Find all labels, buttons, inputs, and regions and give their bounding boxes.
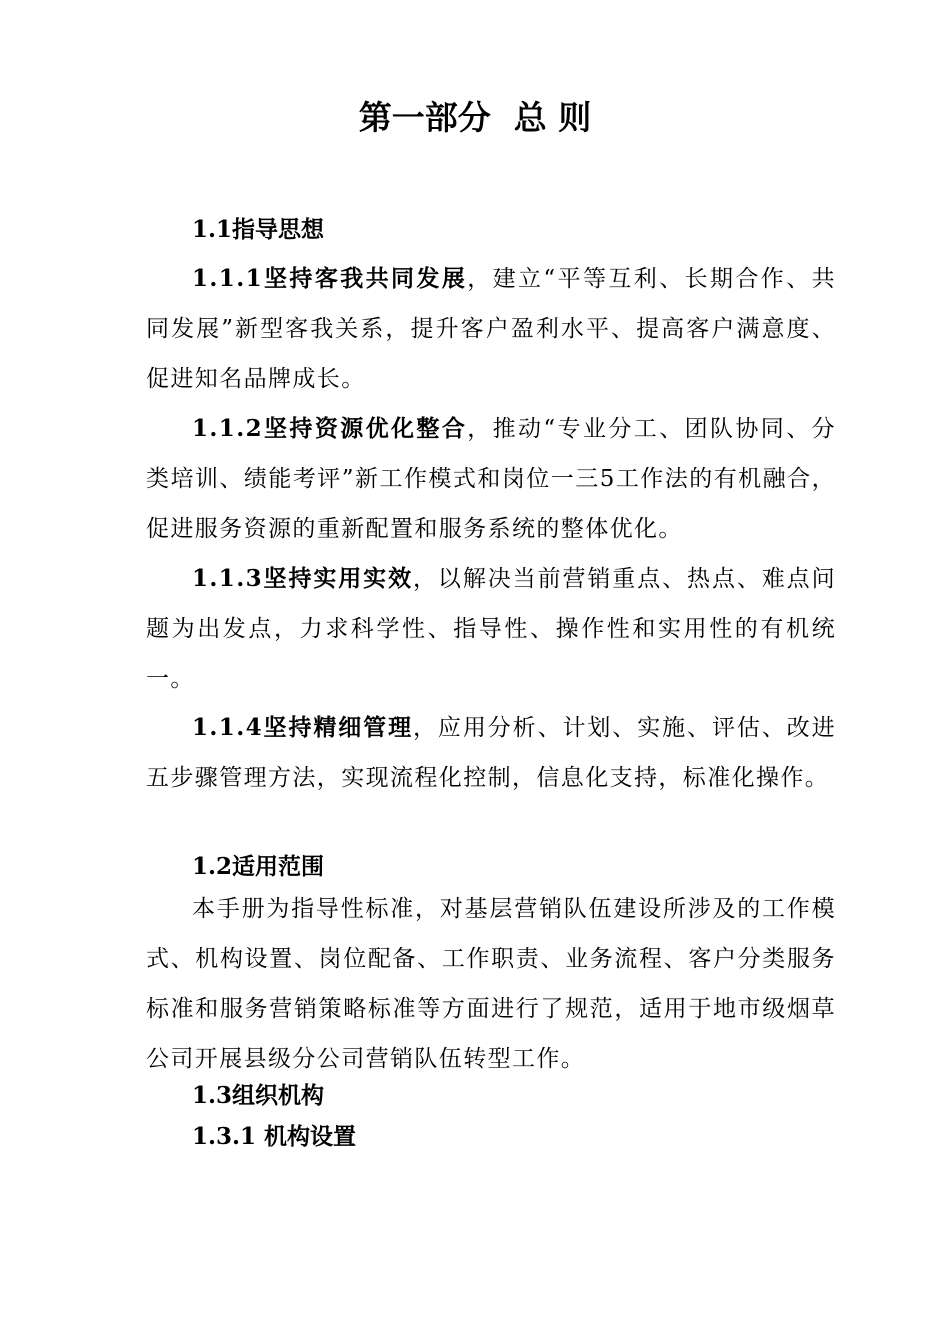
paragraph-1-1-2 [146, 404, 836, 554]
paragraph-1-1-1 [146, 254, 836, 404]
paragraph-body: ，建立“平等互利、长期合作、共同发展”新型客我关系，提升客户盈利水平、提高客户满意度、促进知名品牌成长。 [146, 266, 836, 392]
paragraph-body: ，推动“专业分工、团队协同、分类培训、绩能考评”新工作模式和岗位一三5工作法的有机融合，促进服务资源的重新配置和服务系统的整体优化。 [146, 416, 836, 542]
paragraph-1-2: 本手册为指导性标准，对基层营销队伍建设所涉及的工作模式、机构设置、岗位配备、工作职责、业务流程、客户分类服务标准和服务营销策略标准等方面进行了规范，适用于地市级烟草公司开展县级分公司营销队伍转型工作。 [146, 896, 836, 1072]
paragraph-body: ，应用分析、计划、实施、评估、改进五步骤管理方法，实现流程化控制，信息化支持，标准化操作。 [146, 715, 836, 791]
paragraph-lead: 1.1.4坚持精细管理 [192, 714, 414, 741]
page-title: 第一部分 总 则 [358, 98, 592, 137]
paragraph-lead: 1.1.3坚持实用实效 [192, 565, 414, 592]
paragraph-body: ，以解决当前营销重点、热点、难点问题为出发点，力求科学性、指导性、操作性和实用性的有机统一。 [146, 566, 836, 692]
paragraph-1-1-3 [146, 554, 836, 704]
section-heading-1-1: 1.1指导思想 [192, 216, 325, 243]
paragraph-lead: 1.1.1坚持客我共同发展 [192, 265, 468, 292]
section-heading-1-2: 1.2适用范围 [192, 853, 325, 880]
paragraph-1-1-4 [146, 703, 836, 803]
section-heading-1-3: 1.3组织机构 [192, 1082, 325, 1109]
section-heading-1-3-1: 1.3.1 机构设置 [192, 1123, 357, 1150]
paragraph-lead: 1.1.2坚持资源优化整合 [192, 415, 468, 442]
